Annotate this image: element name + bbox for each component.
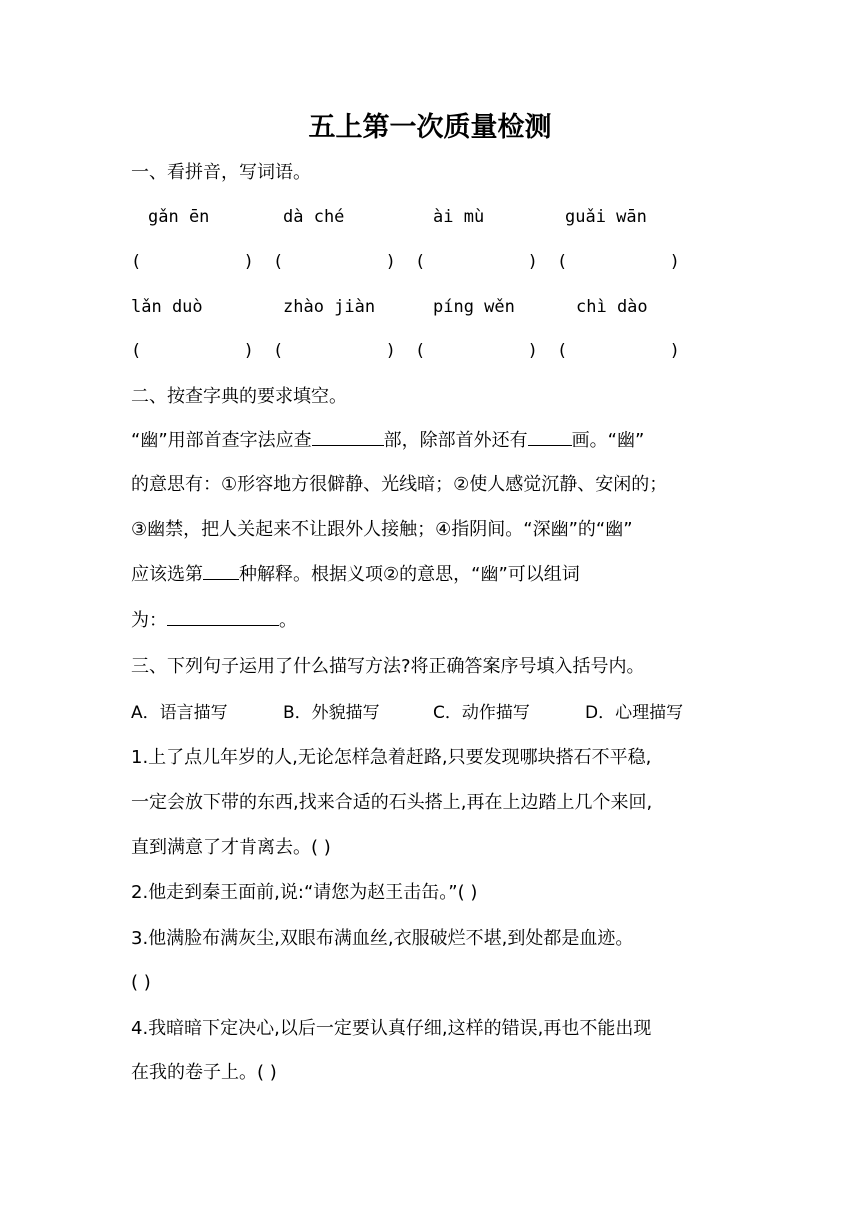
option-c: C．动作描写 bbox=[433, 703, 530, 723]
question-4-line: 4.我暗暗下定决心,以后一定要认真仔细,这样的错误,再也不能出现 bbox=[131, 1018, 652, 1039]
question-text: 部，除部首外还有 bbox=[383, 430, 528, 451]
pinyin-item: dà ché bbox=[283, 207, 345, 227]
section3-heading: 三、下列句子运用了什么描写方法?将正确答案序号填入括号内。 bbox=[131, 656, 645, 677]
dictionary-question-line bbox=[131, 560, 580, 590]
question-text: “幽”用部首查字法应查 bbox=[131, 430, 312, 451]
question-1-line[interactable]: 直到满意了才肯离去。( ) bbox=[131, 837, 331, 858]
pinyin-item: gǎn ēn bbox=[148, 207, 210, 227]
question-1-line: 一定会放下带的东西,找来合适的石头搭上,再在上边踏上几个来回, bbox=[131, 792, 653, 813]
option-b: B．外貌描写 bbox=[283, 703, 380, 723]
fill-blank[interactable] bbox=[528, 427, 572, 446]
question-text: 应该选第 bbox=[131, 564, 203, 585]
answer-paren[interactable]: ( ) bbox=[415, 341, 538, 361]
answer-paren[interactable]: ( ) bbox=[273, 341, 396, 361]
answer-paren[interactable]: ( ) bbox=[415, 252, 538, 272]
fill-blank[interactable] bbox=[203, 561, 239, 580]
question-3-line: 3.他满脸布满灰尘,双眼布满血丝,衣服破烂不堪,到处都是血迹。 bbox=[131, 928, 634, 949]
question-1-line: 1.上了点儿年岁的人,无论怎样急着赶路,只要发现哪块搭石不平稳, bbox=[131, 747, 652, 768]
dictionary-question-line bbox=[131, 606, 297, 636]
answer-paren[interactable]: ( ) bbox=[557, 341, 680, 361]
answer-paren[interactable]: ( ) bbox=[131, 252, 254, 272]
question-text: 。 bbox=[279, 610, 297, 631]
option-a: A．语言描写 bbox=[131, 703, 228, 723]
question-text: 为： bbox=[131, 610, 167, 631]
page-title: 五上第一次质量检测 bbox=[308, 112, 552, 143]
pinyin-item: píng wěn bbox=[433, 297, 515, 317]
section2-heading: 二、按查字典的要求填空。 bbox=[131, 386, 347, 407]
option-d: D．心理描写 bbox=[585, 703, 684, 723]
dictionary-question-line bbox=[131, 426, 644, 456]
pinyin-item: lǎn duò bbox=[131, 297, 203, 317]
pinyin-item: zhào jiàn bbox=[283, 297, 376, 317]
question-4-line[interactable]: 在我的卷子上。( ) bbox=[131, 1062, 277, 1083]
question-2[interactable]: 2.他走到秦王面前,说:“请您为赵王击缶。”( ) bbox=[131, 882, 478, 903]
pinyin-item: ài mù bbox=[433, 207, 485, 227]
answer-paren[interactable]: ( ) bbox=[557, 252, 680, 272]
pinyin-item: guǎi wān bbox=[565, 207, 647, 227]
question-3-answer[interactable]: ( ) bbox=[131, 972, 151, 993]
pinyin-item: chì dào bbox=[576, 297, 648, 317]
dictionary-meanings-line: 的意思有：①形容地方很僻静、光线暗；②使人感觉沉静、安闲的； bbox=[131, 474, 668, 495]
section1-heading: 一、看拼音，写词语。 bbox=[131, 162, 311, 183]
fill-blank[interactable] bbox=[167, 607, 279, 626]
answer-paren[interactable]: ( ) bbox=[273, 252, 396, 272]
dictionary-meanings-line: ③幽禁，把人关起来不让跟外人接触；④指阴间。“深幽”的“幽” bbox=[131, 519, 633, 540]
fill-blank[interactable] bbox=[312, 427, 384, 446]
question-text: 种解释。根据义项②的意思，“幽”可以组词 bbox=[239, 564, 580, 585]
question-text: 画。“幽” bbox=[571, 430, 645, 451]
answer-paren[interactable]: ( ) bbox=[131, 341, 254, 361]
